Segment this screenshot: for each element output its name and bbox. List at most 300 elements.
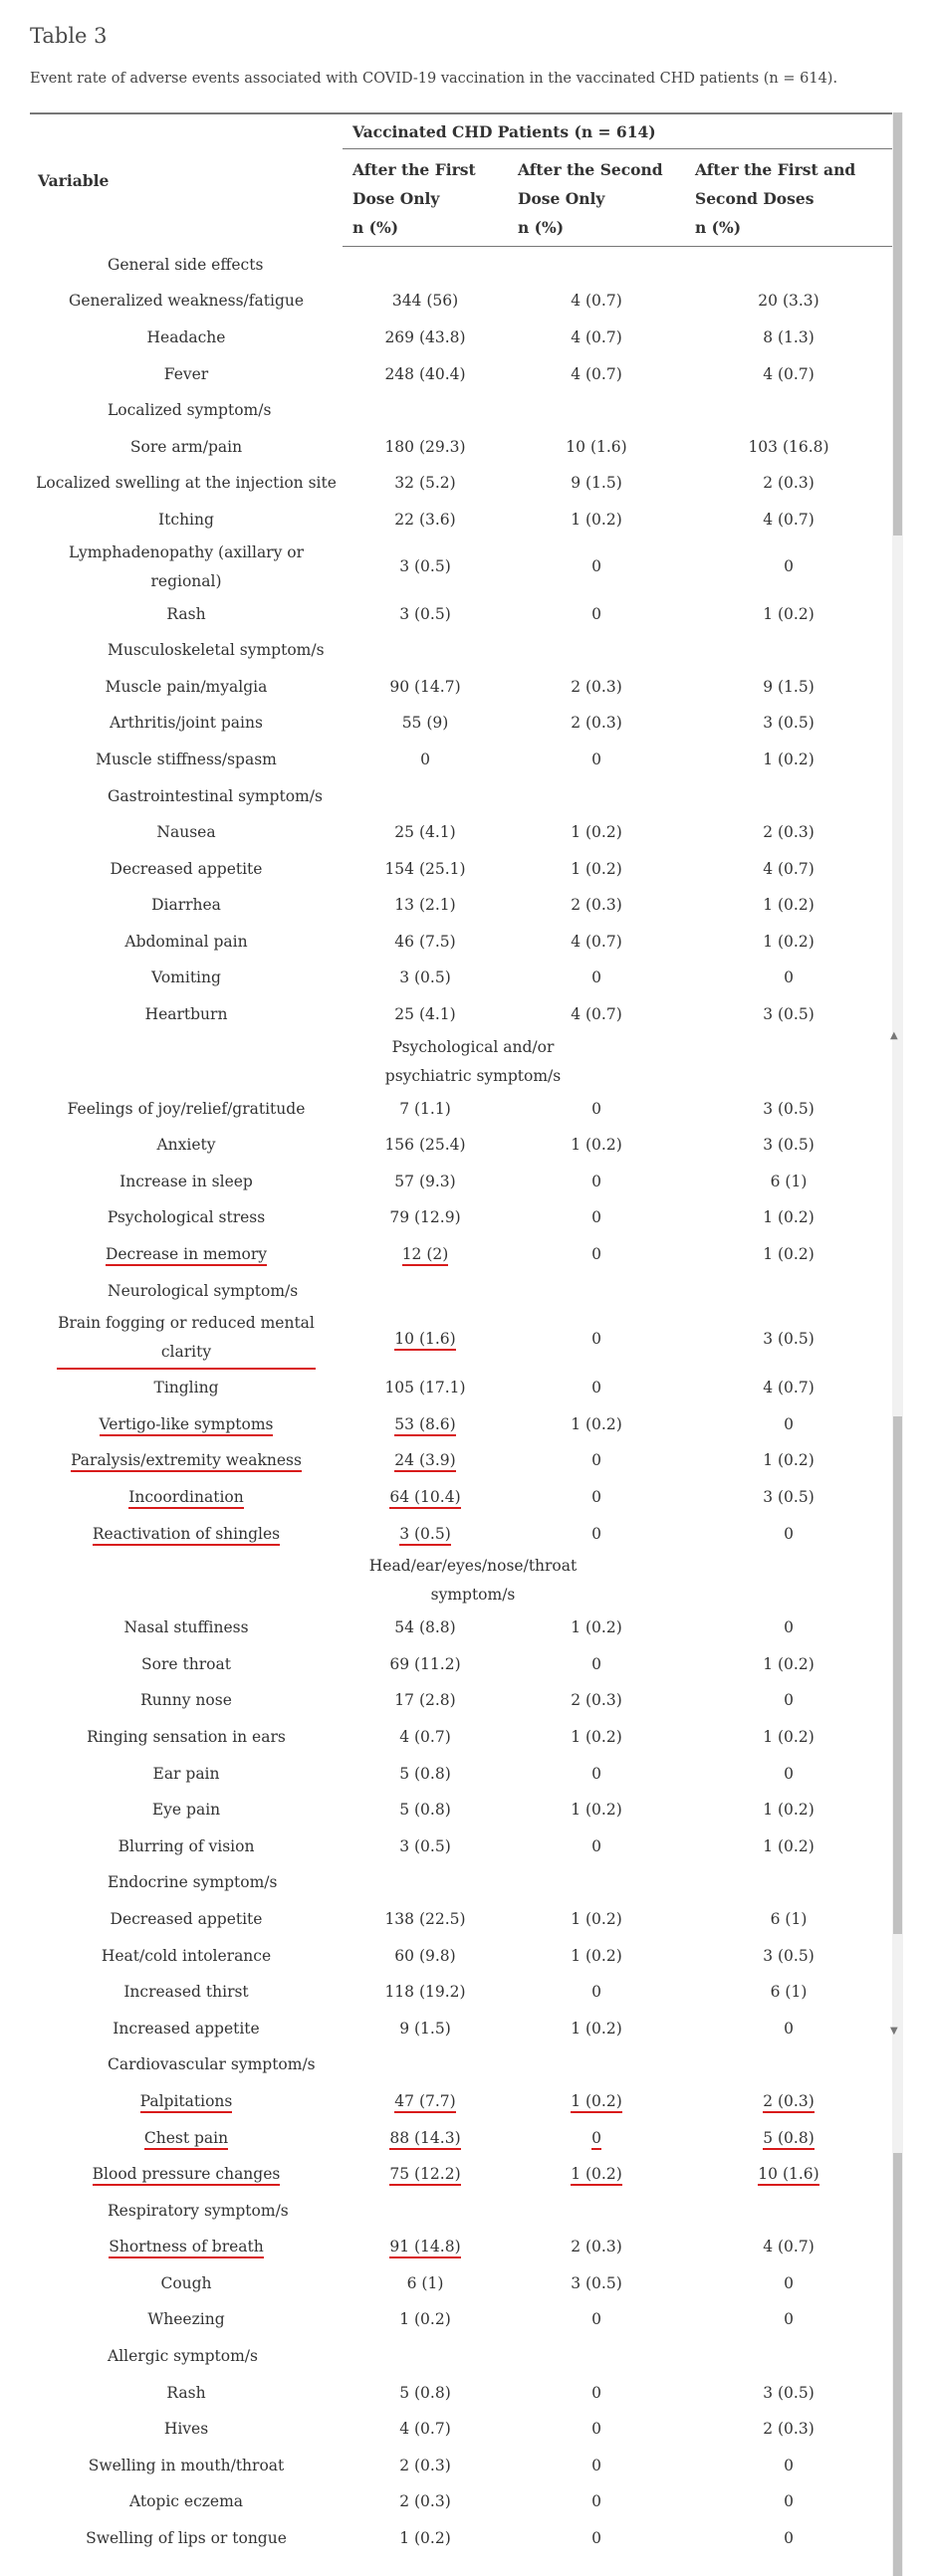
value-cell — [685, 1091, 892, 1128]
value-text: 2 (0.3) — [763, 2420, 815, 2439]
value-text: 0 — [591, 1488, 601, 1507]
section-label-text: Head/ear/eyes/nose/throat symptom/s — [368, 1557, 578, 1605]
value-text: 0 — [420, 750, 430, 768]
value-cell — [508, 1938, 685, 1975]
column-header-line: After the First and — [695, 160, 856, 179]
variable-cell — [30, 284, 343, 321]
value-cell — [508, 596, 685, 633]
value-cell — [508, 1516, 685, 1553]
value-cell — [508, 924, 685, 961]
value-cell — [685, 2520, 892, 2557]
variable-cell — [30, 888, 343, 925]
variable-cell — [30, 2120, 343, 2157]
value-text: 5 (0.8) — [399, 1801, 451, 1820]
value-text: 248 (40.4) — [384, 364, 466, 383]
value-text: 1 (0.2) — [763, 750, 815, 768]
variable-cell — [30, 466, 343, 503]
value-cell — [508, 669, 685, 706]
table-row — [30, 1200, 892, 1237]
value-text: 0 — [784, 1691, 794, 1710]
variable-label: Ear pain — [152, 1764, 220, 1783]
table-row — [30, 2265, 892, 2302]
table-row — [30, 1828, 892, 1865]
value-cell — [508, 2156, 685, 2193]
value-cell — [343, 1370, 508, 1406]
variable-label: Diarrhea — [151, 896, 221, 915]
variable-label: Fever — [163, 364, 209, 383]
section-label — [30, 2047, 892, 2084]
value-cell — [685, 1792, 892, 1828]
value-cell — [343, 2120, 508, 2157]
value-text: 1 (0.2) — [763, 1654, 815, 1673]
value-cell — [343, 320, 508, 356]
value-text: 2 (0.3) — [399, 2456, 451, 2474]
value-text: 6 (1) — [770, 1909, 808, 1928]
table-row — [30, 2375, 892, 2412]
value-text: 0 — [591, 1208, 601, 1227]
section-row — [30, 1273, 892, 1310]
value-cell — [508, 814, 685, 851]
variable-cell — [30, 1127, 343, 1164]
value-cell — [508, 1164, 685, 1200]
value-cell — [343, 2411, 508, 2448]
table-row — [30, 1683, 892, 1720]
value-text: 10 (1.6) — [566, 437, 627, 456]
adverse-events-table — [30, 114, 892, 2557]
variable-label: Shortness of breath — [109, 2238, 264, 2258]
value-cell — [343, 1974, 508, 2011]
value-text: 8 (1.3) — [763, 327, 815, 346]
value-cell — [343, 1406, 508, 1443]
value-cell — [343, 502, 508, 538]
value-text: 1 (0.2) — [763, 1451, 815, 1470]
value-cell — [343, 742, 508, 778]
value-cell — [685, 320, 892, 356]
table-row — [30, 1370, 892, 1406]
value-text: 3 (0.5) — [763, 2383, 815, 2402]
value-cell — [685, 1828, 892, 1865]
column-header-line: Second Doses — [695, 189, 815, 208]
value-cell — [685, 429, 892, 466]
value-cell — [508, 1479, 685, 1516]
variable-cell — [30, 2265, 343, 2302]
variable-label: Itching — [158, 510, 214, 529]
column-header-line: After the Second — [518, 160, 663, 179]
value-cell — [685, 742, 892, 778]
section-label — [30, 1865, 892, 1902]
value-text: 1 (0.2) — [763, 1801, 815, 1820]
value-cell — [508, 2120, 685, 2157]
value-cell — [685, 1479, 892, 1516]
table-row — [30, 538, 892, 596]
value-text: 3 (0.5) — [763, 1488, 815, 1507]
value-cell — [685, 669, 892, 706]
value-text: 25 (4.1) — [394, 823, 456, 842]
value-text: 138 (22.5) — [384, 1909, 466, 1928]
variable-cell — [30, 2302, 343, 2339]
scrollbar-thumb[interactable] — [893, 1416, 902, 1934]
value-text: 24 (3.9) — [394, 1451, 455, 1472]
value-cell — [508, 466, 685, 503]
value-cell — [685, 1610, 892, 1646]
value-text: 46 (7.5) — [394, 932, 456, 951]
table-row — [30, 1646, 892, 1683]
value-cell — [343, 888, 508, 925]
table-row — [30, 2411, 892, 2448]
section-label-text: Endocrine symptom/s — [108, 1873, 278, 1892]
value-text: 90 (14.7) — [389, 677, 461, 696]
table-row — [30, 996, 892, 1033]
variable-label: Rash — [166, 2383, 206, 2402]
variable-label: Swelling in mouth/throat — [88, 2456, 285, 2474]
section-row — [30, 2338, 892, 2375]
variable-cell — [30, 2484, 343, 2521]
column-header-line: Dose Only — [352, 189, 440, 208]
value-cell — [685, 1719, 892, 1756]
table-row — [30, 429, 892, 466]
value-text: 154 (25.1) — [384, 859, 466, 878]
variable-label: Hives — [163, 2420, 209, 2439]
value-text: 75 (12.2) — [389, 2165, 460, 2186]
variable-label: Abdominal pain — [124, 932, 248, 951]
value-text: 0 — [784, 968, 794, 987]
variable-label: Runny nose — [140, 1691, 232, 1710]
value-text: 2 (0.3) — [571, 2238, 622, 2256]
value-cell — [685, 1443, 892, 1480]
value-cell — [508, 1091, 685, 1128]
value-cell — [685, 1901, 892, 1938]
value-cell — [508, 2520, 685, 2557]
variable-label: Decrease in memory — [106, 1245, 267, 1266]
value-text: 0 — [591, 1764, 601, 1783]
column-header-line: After the First — [352, 160, 476, 179]
section-row — [30, 1552, 892, 1610]
value-text: 9 (1.5) — [571, 474, 622, 493]
value-text: 22 (3.6) — [394, 510, 456, 529]
variable-cell — [30, 596, 343, 633]
value-text: 53 (8.6) — [394, 1415, 455, 1436]
value-text: 0 — [591, 2456, 601, 2474]
value-cell — [685, 2265, 892, 2302]
table-row — [30, 1974, 892, 2011]
section-row — [30, 2193, 892, 2230]
value-text: 55 (9) — [401, 714, 449, 733]
variable-label: Lymphadenopathy (axillary or regional) — [68, 542, 305, 590]
table-row — [30, 1236, 892, 1273]
value-text: 13 (2.1) — [394, 896, 456, 915]
value-text: 2 (0.3) — [571, 714, 622, 733]
table-row — [30, 961, 892, 997]
value-text: 0 — [784, 2492, 794, 2511]
table-row — [30, 1127, 892, 1164]
value-cell — [685, 814, 892, 851]
value-text: 6 (1) — [770, 1983, 808, 2002]
value-cell — [508, 1792, 685, 1828]
value-cell — [508, 851, 685, 888]
value-cell — [343, 1683, 508, 1720]
value-cell — [343, 1236, 508, 1273]
variable-label: Increase in sleep — [119, 1172, 253, 1190]
value-cell — [343, 1938, 508, 1975]
table-container — [30, 112, 892, 2557]
value-cell — [343, 596, 508, 633]
value-cell — [343, 1127, 508, 1164]
variable-label: Nausea — [156, 823, 216, 842]
value-cell — [343, 1516, 508, 1553]
value-cell — [685, 2156, 892, 2193]
value-text: 17 (2.8) — [394, 1691, 456, 1710]
variable-cell — [30, 851, 343, 888]
section-label — [30, 778, 892, 815]
value-text: 10 (1.6) — [394, 1330, 455, 1351]
variable-cell — [30, 706, 343, 743]
value-cell — [508, 2375, 685, 2412]
value-cell — [685, 1309, 892, 1370]
value-text: 0 — [591, 2310, 601, 2329]
value-cell — [685, 924, 892, 961]
value-text: 3 (0.5) — [399, 557, 451, 576]
value-cell — [343, 1200, 508, 1237]
value-cell — [685, 888, 892, 925]
scrollbar-thumb[interactable] — [893, 2153, 902, 2576]
value-text: 4 (0.7) — [763, 510, 815, 529]
value-cell — [685, 2120, 892, 2157]
value-text: 32 (5.2) — [394, 474, 456, 493]
variable-label: Generalized weakness/fatigue — [68, 292, 305, 311]
value-cell — [343, 2484, 508, 2521]
value-text: 105 (17.1) — [384, 1379, 466, 1397]
variable-cell — [30, 2156, 343, 2193]
value-cell — [685, 1974, 892, 2011]
table-title: Table 3 — [30, 24, 108, 48]
value-text: 47 (7.7) — [394, 2092, 455, 2113]
variable-cell — [30, 1938, 343, 1975]
value-cell — [343, 851, 508, 888]
value-text: 2 (0.3) — [571, 896, 622, 915]
section-label-text: General side effects — [108, 255, 264, 274]
value-cell — [685, 706, 892, 743]
value-cell — [508, 1646, 685, 1683]
variable-cell — [30, 1719, 343, 1756]
value-cell — [508, 2011, 685, 2047]
value-text: 4 (0.7) — [571, 932, 622, 951]
section-label-text: Cardiovascular symptom/s — [108, 2055, 316, 2074]
value-cell — [685, 961, 892, 997]
value-cell — [685, 1406, 892, 1443]
variable-cell — [30, 1646, 343, 1683]
value-cell — [343, 1610, 508, 1646]
section-label-text: Musculoskeletal symptom/s — [108, 641, 325, 660]
value-cell — [508, 1974, 685, 2011]
value-cell — [685, 1646, 892, 1683]
variable-cell — [30, 1200, 343, 1237]
value-cell — [343, 2156, 508, 2193]
value-cell — [508, 1443, 685, 1480]
value-cell — [343, 429, 508, 466]
value-cell — [685, 502, 892, 538]
value-cell — [508, 2083, 685, 2120]
section-row — [30, 632, 892, 669]
value-cell — [343, 1792, 508, 1828]
value-text: 5 (0.8) — [399, 2383, 451, 2402]
variable-cell — [30, 2448, 343, 2484]
table-row — [30, 1406, 892, 1443]
value-text: 6 (1) — [406, 2273, 444, 2292]
column-header-line: n (%) — [518, 218, 565, 237]
table-row — [30, 1479, 892, 1516]
value-cell — [508, 502, 685, 538]
value-cell — [508, 996, 685, 1033]
variable-cell — [30, 320, 343, 356]
value-text: 25 (4.1) — [394, 1005, 456, 1024]
value-cell — [343, 1828, 508, 1865]
variable-label: Muscle stiffness/spasm — [96, 750, 277, 768]
scroll-down-arrow-icon[interactable]: ▼ — [890, 2026, 898, 2037]
value-cell — [343, 706, 508, 743]
variable-label: Psychological stress — [107, 1208, 266, 1227]
section-row — [30, 247, 892, 284]
variable-cell — [30, 669, 343, 706]
value-text: 1 (0.2) — [763, 1727, 815, 1746]
value-cell — [343, 2011, 508, 2047]
scrollbar[interactable] — [892, 112, 903, 2576]
variable-cell — [30, 429, 343, 466]
value-text: 4 (0.7) — [399, 1727, 451, 1746]
section-label-text: Gastrointestinal symptom/s — [108, 786, 323, 805]
section-label — [30, 392, 892, 429]
value-cell — [343, 996, 508, 1033]
variable-cell — [30, 2011, 343, 2047]
variable-label: Vomiting — [151, 968, 221, 987]
value-cell — [508, 429, 685, 466]
variable-cell — [30, 996, 343, 1033]
variable-label: Wheezing — [147, 2310, 225, 2329]
column-header-line: Dose Only — [518, 189, 605, 208]
variable-label: Chest pain — [144, 2129, 228, 2150]
column-header-first-dose — [343, 149, 508, 247]
section-label-text: Respiratory symptom/s — [108, 2201, 289, 2220]
value-cell — [508, 356, 685, 393]
variable-cell — [30, 502, 343, 538]
group-header: Vaccinated CHD Patients (n = 614) — [343, 114, 892, 149]
value-text: 0 — [591, 2383, 601, 2402]
variable-cell — [30, 742, 343, 778]
variable-label: Rash — [166, 604, 206, 623]
table-row — [30, 924, 892, 961]
table-row — [30, 2083, 892, 2120]
variable-cell — [30, 356, 343, 393]
table-row — [30, 1901, 892, 1938]
value-cell — [343, 1479, 508, 1516]
value-cell — [343, 356, 508, 393]
scrollbar-thumb[interactable] — [893, 112, 902, 536]
value-text: 20 (3.3) — [758, 292, 819, 311]
value-text: 1 (0.2) — [399, 2529, 451, 2548]
value-text: 4 (0.7) — [571, 327, 622, 346]
value-text: 10 (1.6) — [758, 2165, 818, 2186]
value-cell — [508, 1901, 685, 1938]
value-text: 4 (0.7) — [763, 1379, 815, 1397]
section-label — [30, 632, 892, 669]
value-text: 1 (0.2) — [571, 859, 622, 878]
value-text: 0 — [591, 1172, 601, 1190]
section-row — [30, 1865, 892, 1902]
variable-label: Decreased appetite — [110, 859, 263, 878]
value-text: 1 (0.2) — [571, 1727, 622, 1746]
value-text: 1 (0.2) — [571, 823, 622, 842]
section-row — [30, 1033, 892, 1091]
variable-cell — [30, 1370, 343, 1406]
variable-cell — [30, 961, 343, 997]
scroll-up-arrow-icon[interactable]: ▲ — [890, 1030, 898, 1041]
variable-cell — [30, 1792, 343, 1828]
variable-cell — [30, 1756, 343, 1793]
variable-cell — [30, 1610, 343, 1646]
value-text: 0 — [591, 604, 601, 623]
table-row — [30, 1516, 892, 1553]
variable-cell — [30, 2375, 343, 2412]
value-text: 57 (9.3) — [394, 1172, 456, 1190]
value-text: 3 (0.5) — [399, 1836, 451, 1855]
section-label — [30, 247, 892, 284]
value-text: 3 (0.5) — [571, 2273, 622, 2292]
value-text: 0 — [591, 1451, 601, 1470]
value-cell — [685, 1236, 892, 1273]
value-text: 344 (56) — [391, 292, 459, 311]
value-cell — [508, 961, 685, 997]
value-text: 0 — [591, 968, 601, 987]
value-text: 4 (0.7) — [571, 364, 622, 383]
value-cell — [343, 1646, 508, 1683]
table-row — [30, 669, 892, 706]
value-text: 0 — [591, 750, 601, 768]
variable-label: Eye pain — [151, 1801, 221, 1820]
value-cell — [685, 1938, 892, 1975]
value-text: 0 — [784, 2019, 794, 2038]
value-text: 3 (0.5) — [763, 1005, 815, 1024]
table-row — [30, 1719, 892, 1756]
value-text: 4 (0.7) — [763, 364, 815, 383]
variable-cell — [30, 1164, 343, 1200]
variable-label: Paralysis/extremity weakness — [71, 1451, 302, 1472]
table-row — [30, 2156, 892, 2193]
table-row — [30, 2230, 892, 2266]
value-text: 1 (0.2) — [763, 896, 815, 915]
table-row — [30, 1309, 892, 1370]
value-cell — [508, 284, 685, 321]
value-cell — [508, 1370, 685, 1406]
table-row — [30, 284, 892, 321]
variable-label: Heat/cold intolerance — [101, 1946, 272, 1965]
variable-label: Swelling of lips or tongue — [86, 2529, 287, 2548]
variable-cell — [30, 2411, 343, 2448]
value-cell — [343, 2448, 508, 2484]
table-row — [30, 1610, 892, 1646]
value-cell — [685, 2484, 892, 2521]
value-cell — [685, 996, 892, 1033]
table-row — [30, 2011, 892, 2047]
value-text: 4 (0.7) — [763, 859, 815, 878]
value-cell — [343, 1756, 508, 1793]
value-text: 118 (19.2) — [384, 1983, 466, 2002]
variable-cell — [30, 2520, 343, 2557]
value-cell — [685, 538, 892, 596]
variable-cell — [30, 538, 343, 596]
value-cell — [508, 706, 685, 743]
value-cell — [685, 2448, 892, 2484]
value-cell — [508, 538, 685, 596]
value-cell — [508, 1127, 685, 1164]
